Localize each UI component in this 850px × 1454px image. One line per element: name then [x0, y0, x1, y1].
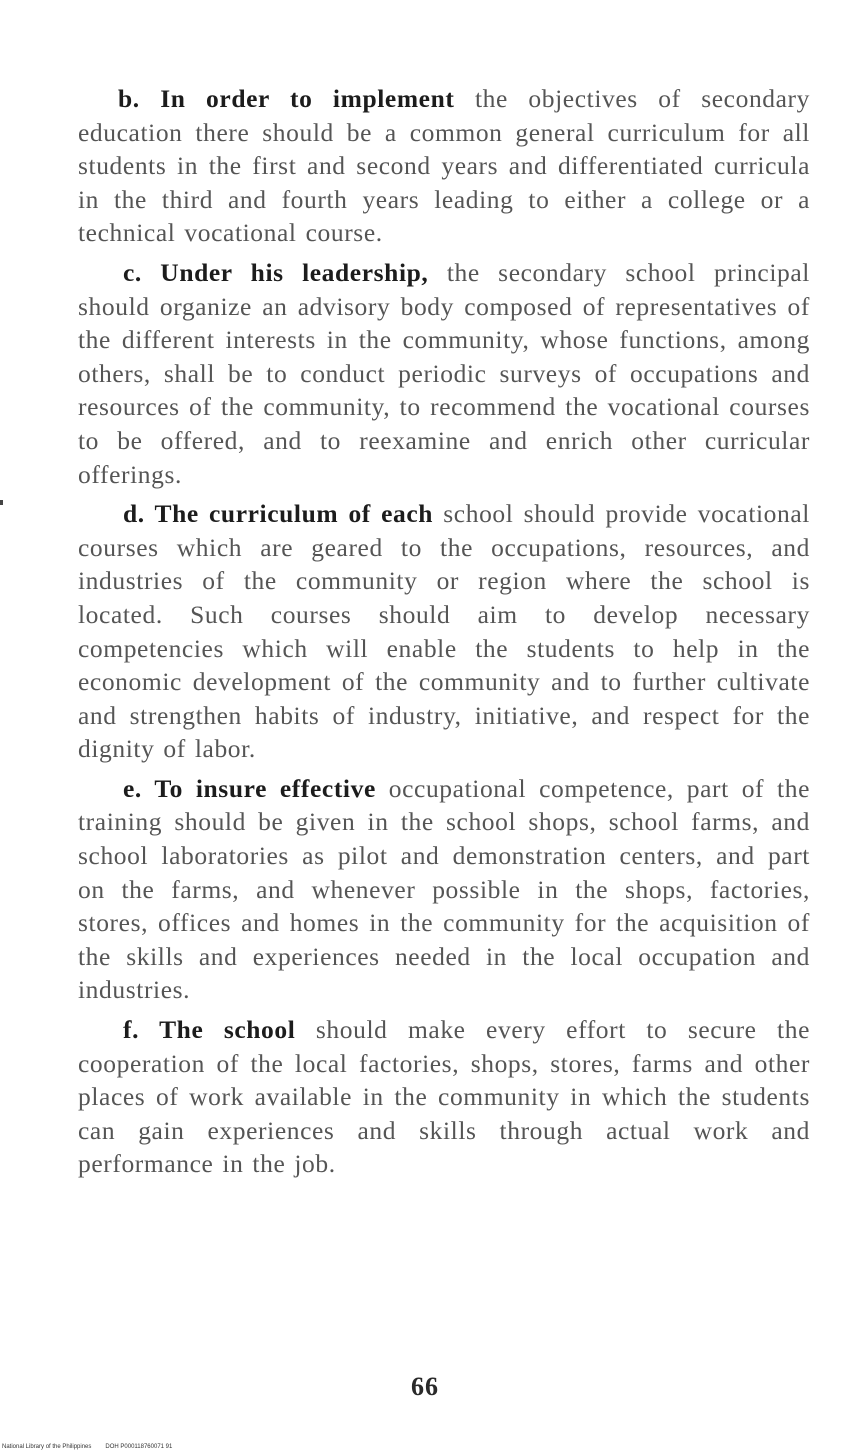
paragraph-b-text: the objectives of secondary education there should be a common general curriculum for all students in the first and second years and differentiated curricula in the third and fourth years leading to either a college or a technical vocational course.: [78, 84, 811, 248]
paragraph-c-lead: c. Under his leadership,: [123, 257, 429, 287]
paragraph-c-text: the secondary school principal should organize an advisory body composed of representatives of the different interests in the community, whose functions, among others, shall be to conduct periodic surveys of occupations and resources of the community, to recommend the vocational courses to be offered, and to reexamine and enrich other curricular offerings.: [78, 257, 810, 489]
paragraph-f-text: should make every effort to secure the cooperation of the local factories, shops, stores, farms and other places of work available in the community in which the students can gain experiences and skills through actual work and performance in the job.: [78, 1015, 810, 1179]
paragraph-e-lead: e. To insure effective: [123, 773, 376, 803]
body-text: [78, 82, 810, 1187]
paragraph-b: [78, 82, 810, 250]
footer-library: National Library of the Philippines: [2, 1444, 92, 1450]
paragraph-f: [78, 1013, 810, 1181]
footer-code: DOH P000118760071 91: [105, 1444, 173, 1450]
paragraph-e-text: occupational competence, part of the training should be given in the school shops, school farms, and school laboratories as pilot and demonstration centers, and part on the farms, and whenever possible in the shops, factories, stores, offices and homes in the community for the acquisition of the skills and experiences needed in the local occupation and industries.: [78, 773, 810, 1005]
paragraph-f-lead: f. The school: [123, 1015, 296, 1045]
paragraph-d: [78, 497, 810, 766]
paragraph-d-lead: d. The curriculum of each: [123, 499, 434, 529]
footer-credit: [2, 1444, 172, 1450]
paragraph-c: [78, 256, 810, 491]
scan-edge-mark: [0, 500, 3, 505]
page-number: 66: [411, 1372, 439, 1401]
paragraph-d-text: school should provide vocational courses which are geared to the occupations, resources, and industries of the community or region where the school is located. Such courses should aim to develop necessary competencies which will enable the students to help in the economic development of the community and to further cultivate and strengthen habits of industry, initiative, and respect for the dignity of labor.: [78, 499, 810, 764]
paragraph-e: [78, 772, 810, 1007]
paragraph-b-lead: b. In order to implement: [118, 84, 455, 113]
